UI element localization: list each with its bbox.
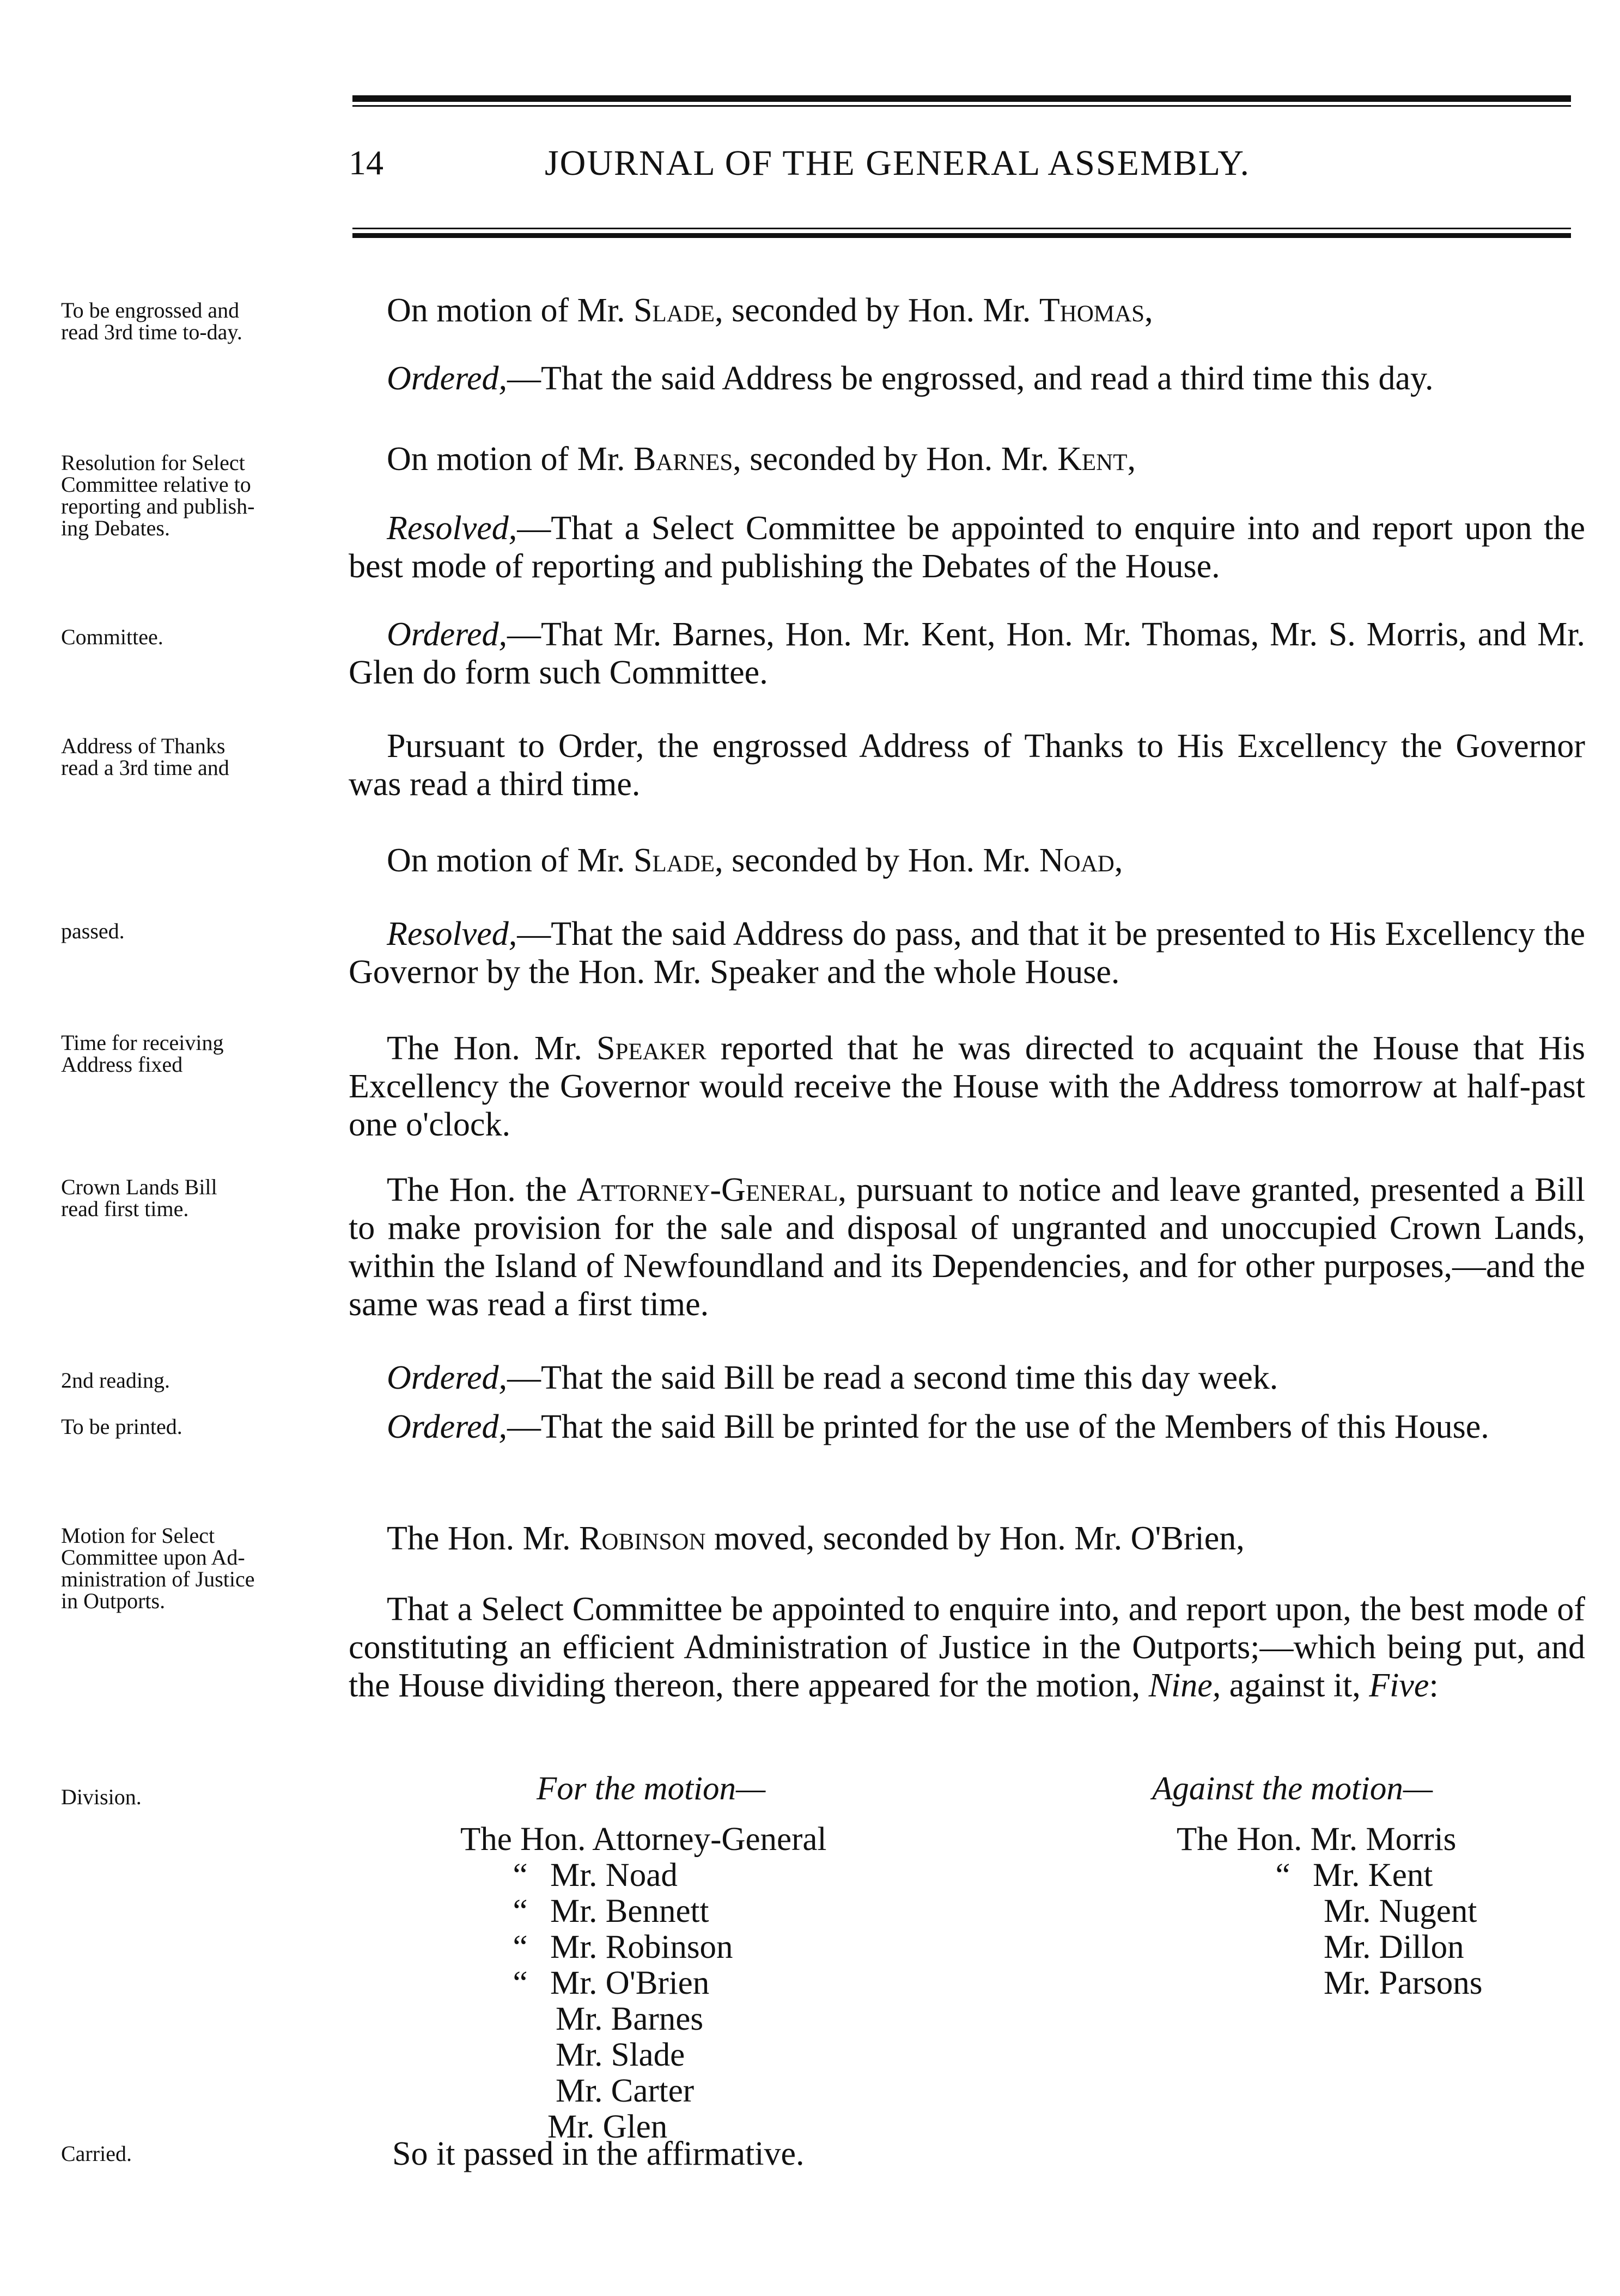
list-item: “ Mr. O'Brien	[513, 1965, 710, 2001]
list-item: “ Mr. Kent	[1275, 1857, 1433, 1894]
margin-note: Time for receiving Address fixed	[61, 1030, 224, 1077]
margin-note: To be engrossed and read 3rd time to-day.	[61, 298, 242, 344]
margin-note: Crown Lands Bill read first time.	[61, 1175, 217, 1221]
against-motion-list	[1177, 1822, 1482, 2001]
list-item: Mr. Barnes	[556, 2001, 704, 2037]
paragraph: The Hon. Mr. Speaker reported that he was directed to acquaint the House that His Excellency the Governor would receive the House with the Address tomorrow at half-past one o'clock.	[349, 1030, 1585, 1143]
list-item: Mr. Glen	[547, 2109, 668, 2145]
header-top-rule-thin	[352, 105, 1571, 107]
margin-note: Motion for Select Committee upon Ad- ministration of Justice in Outports.	[61, 1523, 255, 1613]
paragraph: On motion of Mr. Slade, seconded by Hon. Mr. Thomas,	[387, 292, 1153, 329]
paragraph: That a Select Committee be appointed to enquire into, and report upon, the best mode of constituting an efficient Administration of Justice in the Outports;—which being put, and the House dividing thereon, there appeared for the motion, Nine, against it, Five:	[349, 1591, 1585, 1704]
paragraph-carried: So it passed in the affirmative.	[392, 2135, 805, 2172]
list-item: Mr. Dillon	[1324, 1929, 1464, 1965]
paragraph: On motion of Mr. Barnes, seconded by Hon. Mr. Kent,	[387, 441, 1136, 478]
paragraph: The Hon. the Attorney-General, pursuant to notice and leave granted, presented a Bill to make provision for the sale and disposal of ungranted and unoccupied Crown Lands, within the Island of Newfoundland and its Dependencies, and for other purposes,—and the same was read a first time.	[349, 1171, 1585, 1323]
against-motion-heading: Against the motion—	[1152, 1770, 1433, 1807]
list-item: “ Mr. Robinson	[513, 1929, 733, 1965]
margin-note: passed.	[61, 919, 125, 943]
margin-note: To be printed.	[61, 1414, 182, 1439]
margin-note: Carried.	[61, 2141, 132, 2166]
paragraph: Resolved,—That the said Address do pass, and that it be presented to His Excellency the Governor by the Hon. Mr. Speaker and the whole House.	[349, 915, 1585, 991]
paragraph: Resolved,—That a Select Committee be appointed to enquire into and report upon the best mode of reporting and publishing the Debates of the House.	[349, 510, 1585, 585]
running-head: JOURNAL OF THE GENERAL ASSEMBLY.	[545, 143, 1251, 183]
margin-note: Resolution for Select Committee relative to reporting and publish- ing Debates.	[61, 450, 255, 540]
page-header	[349, 143, 1574, 197]
list-item: Mr. Parsons	[1324, 1965, 1483, 2001]
margin-note: 2nd reading.	[61, 1368, 170, 1393]
paragraph: Ordered,—That the said Address be engrossed, and read a third time this day.	[387, 360, 1434, 397]
list-item: Mr. Slade	[556, 2037, 685, 2073]
header-bottom-rule	[352, 233, 1571, 238]
list-item: “ Mr. Bennett	[513, 1893, 709, 1929]
margin-note: Committee.	[61, 625, 163, 649]
list-item: The Hon. Attorney-General	[460, 1821, 827, 1858]
list-item: The Hon. Mr. Morris	[1177, 1821, 1457, 1858]
paragraph: Ordered,—That the said Bill be read a second time this day week.	[387, 1359, 1278, 1396]
for-motion-list	[460, 1822, 826, 2145]
list-item: Mr. Carter	[556, 2073, 695, 2109]
for-motion-heading: For the motion—	[537, 1770, 766, 1807]
header-top-rule	[352, 95, 1571, 102]
paragraph: Pursuant to Order, the engrossed Address of Thanks to His Excellency the Governor was read a third time.	[349, 728, 1585, 803]
page-number: 14	[349, 143, 383, 182]
margin-note: Division.	[61, 1785, 142, 1809]
paragraph: The Hon. Mr. Robinson moved, seconded by Hon. Mr. O'Brien,	[387, 1520, 1245, 1557]
paragraph: On motion of Mr. Slade, seconded by Hon. Mr. Noad,	[387, 842, 1123, 879]
paragraph: Ordered,—That Mr. Barnes, Hon. Mr. Kent, Hon. Mr. Thomas, Mr. S. Morris, and Mr. Glen do form such Committee.	[349, 616, 1585, 691]
paragraph: Ordered,—That the said Bill be printed for the use of the Members of this House.	[387, 1408, 1489, 1445]
margin-note: Address of Thanks read a 3rd time and	[61, 734, 229, 780]
list-item: Mr. Nugent	[1324, 1893, 1477, 1929]
header-bottom-rule-thin	[352, 228, 1571, 229]
list-item: “ Mr. Noad	[513, 1857, 678, 1894]
